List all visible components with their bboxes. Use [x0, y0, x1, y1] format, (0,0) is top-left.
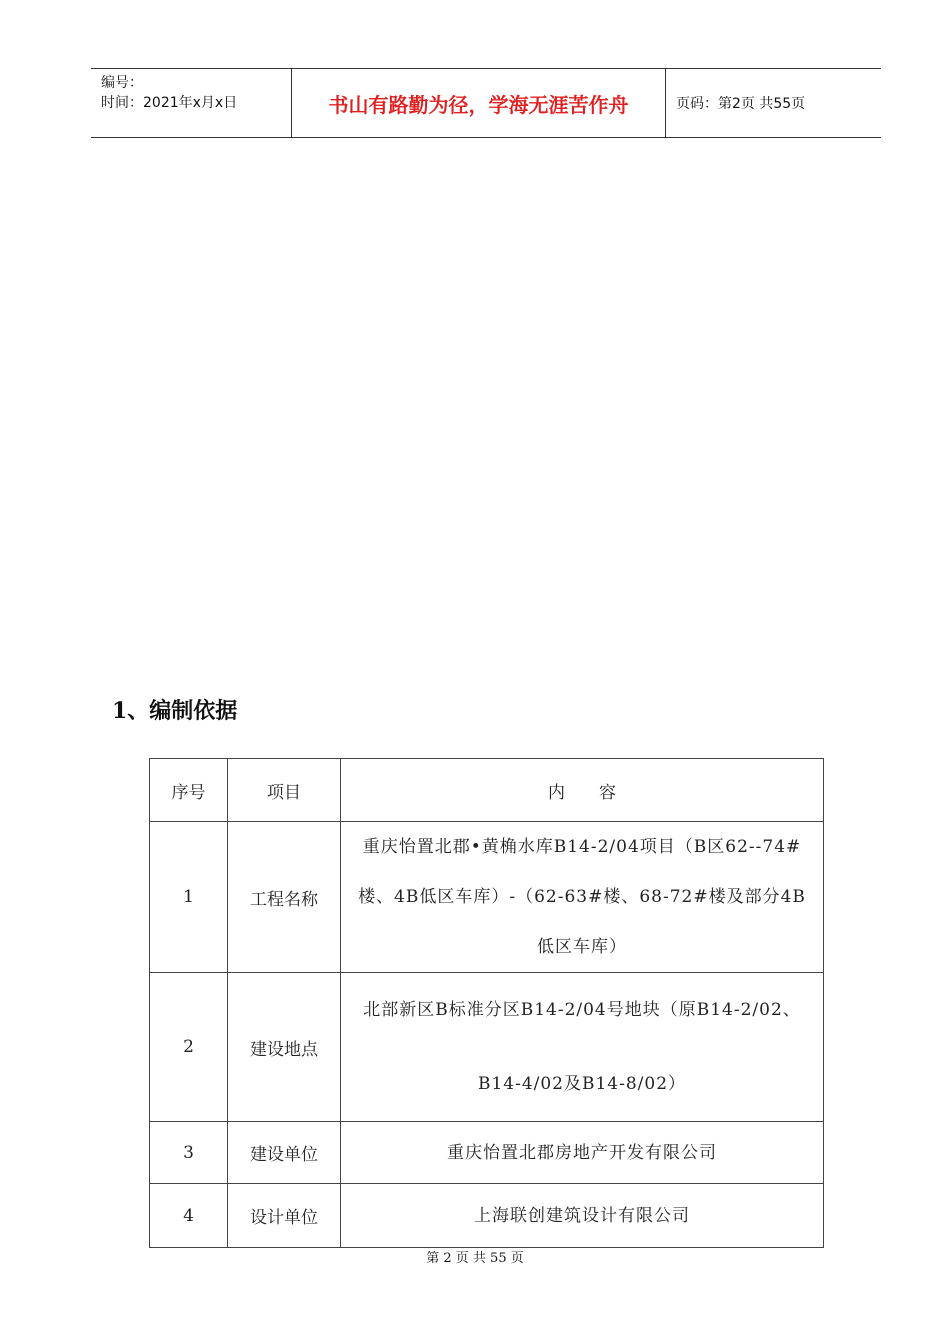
table-row	[150, 973, 824, 1122]
row-item: 工程名称	[228, 822, 341, 973]
header-content: 内 容	[341, 759, 824, 822]
table-header-row	[150, 759, 824, 822]
table-row	[150, 822, 824, 973]
row-content: 重庆怡置北郡•黄桷水库B14-2/04项目（B区62--74#楼、4B低区车库）-（62-63#楼、68-72#楼及部分4B低区车库）	[341, 822, 824, 973]
row-item: 建设地点	[228, 973, 341, 1122]
table-row	[150, 1122, 824, 1184]
row-content: 重庆怡置北郡房地产开发有限公司	[341, 1122, 824, 1184]
time-label: 时间：2021年x月x日	[101, 95, 238, 111]
header-motto: 书山有路勤为径，学海无涯苦作舟	[292, 69, 666, 137]
row-content: 上海联创建筑设计有限公司	[341, 1184, 824, 1248]
row-item: 建设单位	[228, 1122, 341, 1184]
header-page-label: 页码：第2页 共55页	[676, 96, 806, 112]
header-item: 项目	[228, 759, 341, 822]
row-content: 北部新区B标准分区B14-2/04号地块（原B14-2/02、B14-4/02及B14-8/02）	[341, 973, 824, 1122]
section-title: 1、编制依据	[112, 698, 238, 724]
header-seq: 序号	[150, 759, 228, 822]
row-seq: 4	[150, 1184, 228, 1248]
code-label: 编号：	[101, 75, 143, 91]
table-row	[150, 1184, 824, 1248]
row-seq: 1	[150, 822, 228, 973]
header-meta	[91, 69, 292, 137]
row-seq: 3	[150, 1122, 228, 1184]
basis-table	[149, 758, 824, 1248]
page-footer: 第 2 页 共 55 页	[426, 1251, 524, 1266]
page-header	[91, 68, 881, 138]
row-seq: 2	[150, 973, 228, 1122]
row-item: 设计单位	[228, 1184, 341, 1248]
